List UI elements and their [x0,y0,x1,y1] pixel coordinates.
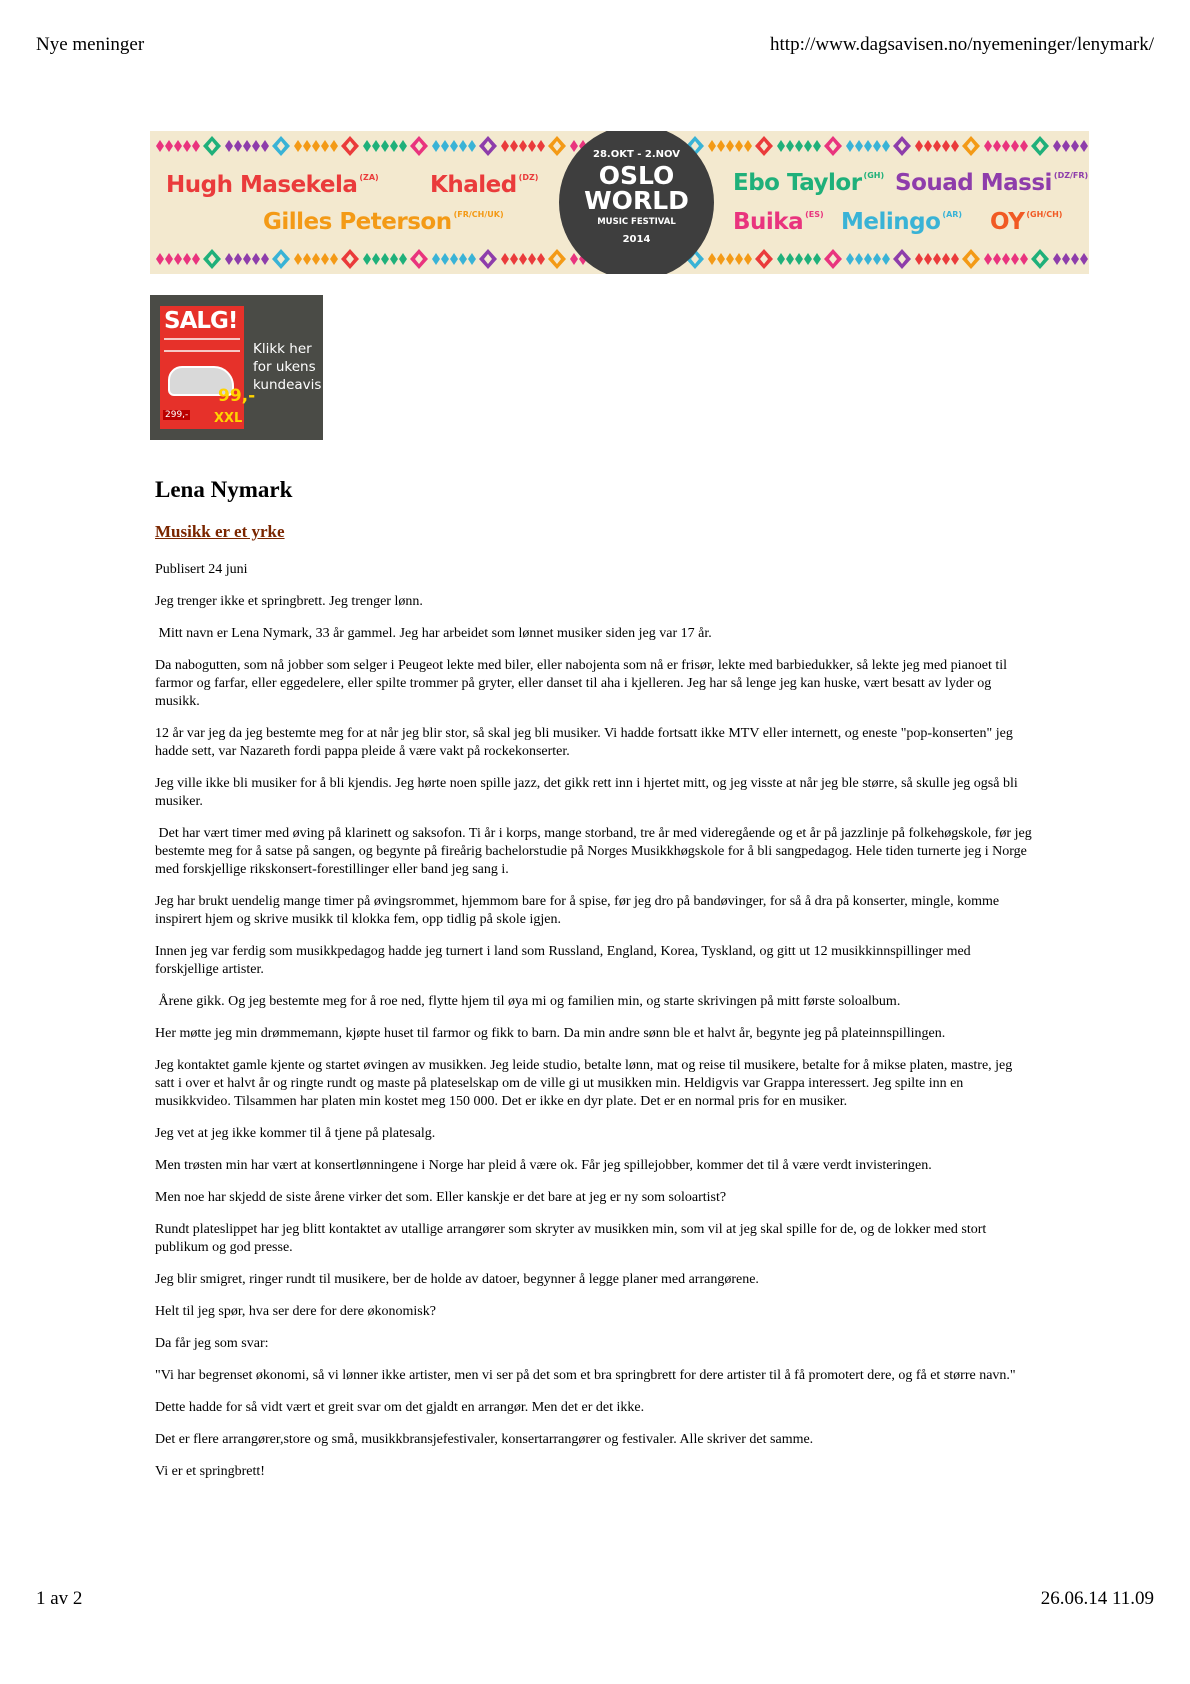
artist-hugh-masekela: Hugh Masekela $^{(ZA)}$ [166,172,379,198]
article-title-link[interactable]: Musikk er et yrke [155,522,285,541]
article-paragraph: Det har vært timer med øving på klarinett og saksofon. Ti år i korps, mange storband, tre år med videregående og et år på jazzlinje på folkehøgskole, før jeg bestemte meg for å satse på sangen, og begynte på fireårig bachelorstudie på Norges Musikkhøgskole for å bli sangpedagog. Hele tiden turnerte jeg i Norge med forskjellige rikskonsert-forestillinger eller band jeg sang i. [155,826,1036,877]
article-paragraph: Rundt plateslippet har jeg blitt kontaktet av utallige arrangører som skryter av musikken min, som vil at jeg skal spille for de, og de lokker med stort publikum og god presse. [155,1222,990,1255]
ad-fineprint [164,338,240,352]
ad-old-price: 299,- [165,410,189,420]
article-paragraph: Da får jeg som svar: [155,1336,269,1351]
ad-price: 99,- [218,386,256,406]
article-paragraph: Jeg kontaktet gamle kjente og startet øvingen av musikken. Jeg leide studio, betalte lønn, mat og reise til musikere, betalte for å mikse platen, mastre, jeg satt i over et halvt år og ringte rundt og maste på plateselskap om de ville gi ut musikken min. Heldigvis var Grappa interessert. Jeg spilte inn en musikkvideo. Tilsammen har platen min kostet meg 150 000. Det er ikke en dyr plate. Det er en normal pris for en musiker. [155,1058,1016,1109]
festival-logo-badge [559,131,714,274]
artist-gilles-peterson: Gilles Peterson $^{(FR/CH/UK)}$ [263,209,504,235]
article-paragraph: Jeg har brukt uendelig mange timer på øvingsrommet, hjemmom bare for å spise, før jeg dro på bandøvinger, for så å dra på konserter, mingle, komme inspirert hjem og skrive musikk til klokka fem, opp tidlig på skole igjen. [155,894,1003,927]
article-paragraph: Årene gikk. Og jeg bestemte meg for å roe ned, flytte hjem til øya mi og familien min, og starte skrivingen på mitt første soloalbum. [155,994,901,1009]
artist-buika: Buika $^{(ES)}$ [733,209,824,235]
artist-ebo-taylor: Ebo Taylor $^{(GH)}$ [733,170,885,196]
article-paragraph: Det er flere arrangører,store og små, musikkbransjefestivaler, konsertarrangører og festivaler. Alle skriver det samme. [155,1432,814,1447]
article-paragraph: Jeg ville ikke bli musiker for å bli kjendis. Jeg hørte noen spille jazz, det gikk rett inn i hjertet mitt, og jeg visste at når jeg ble større, så skulle jeg også bli musiker. [155,776,1022,809]
festival-name-line2: WORLD [584,186,689,215]
article-paragraph: Mitt navn er Lena Nymark, 33 år gammel. Jeg har arbeidet som lønnet musiker siden jeg var 17 år. [155,626,712,641]
article-paragraph: Men trøsten min har vært at konsertlønningene i Norge har pleid å være ok. Får jeg spillejobber, kommer det til å være verdt invisteringen. [155,1158,932,1173]
published-date: Publisert 24 juni [155,562,248,577]
festival-subtitle: MUSIC FESTIVAL [597,217,676,227]
ad-headline: SALG! [164,308,238,334]
ad-flyer-image [160,306,256,429]
artist-melingo: Melingo $^{(AR)}$ [841,209,963,235]
header-section-title: Nye meninger [36,34,145,55]
footer-timestamp: 26.06.14 11.09 [1040,1588,1154,1609]
artist-oy: OY $^{(GH/CH)}$ [990,209,1063,235]
ad-brand-logo: XXL [214,411,243,426]
article-paragraph: Innen jeg var ferdig som musikkpedagog hadde jeg turnert i land som Russland, England, Korea, Tyskland, og gitt ut 12 musikkinnspillinger med forskjellige artister. [155,944,975,977]
article-paragraph: Dette hadde for så vidt vært et greit svar om det gjaldt en arrangør. Men det er det ikke. [155,1400,645,1415]
festival-banner-ad[interactable] [150,131,1089,274]
article-paragraph: Jeg trenger ikke et springbrett. Jeg trenger lønn. [155,594,423,609]
article-paragraph: Vi er et springbrett! [155,1464,265,1479]
article-paragraph: Men noe har skjedd de siste årene virker det som. Eller kanskje er det bare at jeg er ny som soloartist? [155,1190,727,1205]
header-url: http://www.dagsavisen.no/nyemeninger/lenymark/ [770,34,1154,55]
ad-call-to-action: Klikk her for ukens kundeavis [253,341,322,393]
footer-page-number: 1 av 2 [36,1588,83,1609]
festival-name-line1: OSLO [598,161,675,190]
article-paragraph: Jeg vet at jeg ikke kommer til å tjene på platesalg. [155,1126,436,1141]
article-paragraph: "Vi har begrenset økonomi, så vi lønner ikke artister, men vi ser på det som et bra springbrett for dere artister til å få promotert dere, og få et større navn." [155,1368,1016,1383]
festival-year: 2014 [622,234,651,245]
article [155,476,1035,1481]
article-paragraph: Her møtte jeg min drømmemann, kjøpte huset til farmor og fikk to barn. Da min andre sønn ble et halvt år, begynte jeg på plateinnspillingen. [155,1026,946,1041]
article-paragraph: Da nabogutten, som nå jobber som selger i Peugeot lekte med biler, eller nabojenta som nå er frisør, lekte med barbiedukker, så lekte jeg med pianoet til farmor og farfar, eller eggedelere, eller spilte trommer på gryter, eller danset til aha i kjelleren. Jeg har så lenge jeg kan huske, vært besatt av lyder og musikk. [155,658,1011,709]
article-paragraph: Helt til jeg spør, hva ser dere for dere økonomisk? [155,1304,436,1319]
article-paragraph: 12 år var jeg da jeg bestemte meg for at når jeg blir stor, så skal jeg bli musiker. Vi hadde fortsatt ikke MTV eller internett, og eneste "pop-konserten" jeg hadde sett, var Nazareth fordi pappa pleide å være vakt på rockekonserter. [155,726,1017,759]
artist-souad-massi: Souad Massi $^{(DZ/FR)}$ [895,170,1089,196]
artist-khaled: Khaled $^{(DZ)}$ [430,172,539,198]
festival-dates: 28.OKT - 2.NOV [593,149,680,160]
xxl-sale-ad[interactable] [150,295,323,440]
article-paragraph: Jeg blir smigret, ringer rundt til musikere, ber de holde av datoer, begynner å legge planer med arrangørene. [155,1272,759,1287]
article-body [155,593,1035,1481]
author-name: Lena Nymark [155,477,293,502]
